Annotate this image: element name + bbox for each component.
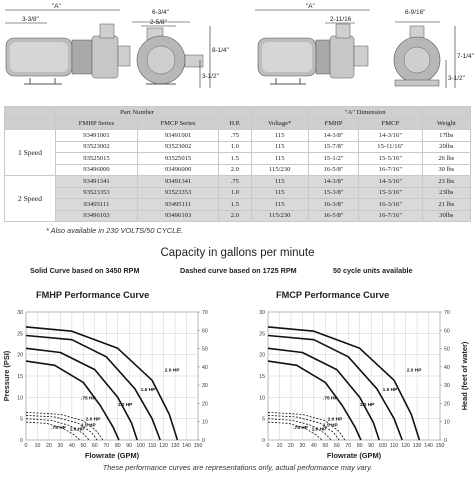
y-axis-label: Pressure (PSI) — [2, 350, 11, 402]
x-tick-label: 100 — [136, 443, 145, 449]
specs-table — [4, 106, 471, 222]
table-row — [5, 153, 471, 165]
cell: 15-5/16" — [359, 153, 422, 165]
header-a-dimension: "A" Dimension — [308, 107, 422, 119]
cell: 93523002 — [137, 141, 218, 153]
cell: 93496000 — [56, 164, 138, 176]
fmcp-dim-height: 7-1/4" — [457, 53, 474, 60]
fmhp-dim-height: 8-1/4" — [212, 47, 229, 54]
x-tick-label: 30 — [299, 443, 306, 449]
x-tick-label: 40 — [68, 443, 75, 449]
cell: 2.0 — [219, 210, 251, 222]
curve-label: 2.0 HP — [164, 368, 180, 374]
cell: 15-3/16" — [359, 187, 422, 199]
table-row — [5, 130, 471, 142]
y2-tick-label: 20 — [444, 401, 450, 408]
cell: 20lbs — [422, 141, 470, 153]
cell: 15-11/16" — [359, 141, 422, 153]
x-tick-label: 110 — [389, 443, 399, 449]
x-tick-label: 130 — [412, 443, 422, 449]
group-2-speed — [5, 176, 471, 222]
header-blank — [5, 107, 56, 119]
fmhp-performance-chart — [0, 300, 237, 462]
cell: 16-7/16" — [359, 210, 422, 222]
x-tick-label: 30 — [57, 443, 64, 449]
header-blank — [219, 107, 251, 119]
cell: 93523002 — [56, 141, 138, 153]
y-tick-label: 20 — [17, 352, 23, 359]
x-tick-label: 120 — [401, 443, 410, 449]
curve-label: 1.5 HP — [140, 387, 156, 393]
cell: 115 — [251, 176, 308, 188]
cell: 115/230 — [251, 210, 308, 222]
header-fmhp-series: FMHP Series — [56, 118, 138, 130]
header-blank — [422, 107, 470, 119]
cell: .75 — [219, 130, 251, 142]
fmhp-chart-title: FMHP Performance Curve — [36, 290, 150, 300]
y2-tick-label: 60 — [202, 328, 208, 335]
cell: 14-3/16" — [359, 130, 422, 142]
pump-drawings — [0, 0, 475, 100]
dashed-curve-note: Dashed curve based on 1725 RPM — [180, 266, 297, 275]
curve-label: .75 HP — [81, 396, 96, 402]
curve-label: 1.0 HP — [311, 427, 327, 433]
fmhp-dim-inner: 2-5/8" — [150, 19, 167, 26]
capacity-title: Capacity in gallons per minute — [160, 247, 315, 259]
cell: 16-3/16" — [359, 199, 422, 211]
x-tick-label: 120 — [159, 443, 168, 449]
fmcp-dim-a: "A" — [306, 3, 315, 10]
y2-tick-label: 10 — [202, 419, 208, 426]
fmcp-dim-right: 2-11/16 — [330, 16, 352, 23]
cell: 30 lbs — [422, 164, 470, 176]
y2-tick-label: 40 — [202, 364, 208, 371]
cell: 115 — [251, 153, 308, 165]
table-row — [5, 176, 471, 188]
curve-label: 1.0 HP — [359, 402, 375, 408]
cell: 115 — [251, 199, 308, 211]
cell: 15-3/8" — [308, 187, 358, 199]
cell: 93496103 — [137, 210, 218, 222]
cell: 30lbs — [422, 210, 470, 222]
x-tick-label: 50 — [80, 443, 87, 449]
cell: 93491001 — [137, 130, 218, 142]
cell: 93525015 — [137, 153, 218, 165]
fmcp-side-view-drawing — [394, 9, 474, 88]
x-tick-label: 70 — [103, 443, 110, 449]
curve-label: 1.0 HP — [117, 402, 133, 408]
y2-axis-label: Head (feet of water) — [460, 341, 469, 411]
y-tick-label: 15 — [17, 374, 23, 380]
cell: 93525015 — [56, 153, 138, 165]
header-blank — [5, 118, 56, 130]
cell: 15-7/8" — [308, 141, 358, 153]
cell: 23 lbs — [422, 176, 470, 188]
header-part-number: Part Number — [56, 107, 219, 119]
header-a-fmcp: FMCP — [359, 118, 422, 130]
table-header-row — [5, 118, 471, 130]
group-label: 2 Speed — [5, 176, 56, 222]
cell: 2.0 — [219, 164, 251, 176]
cell: 21 lbs — [422, 199, 470, 211]
cycle-note: 50 cycle units available — [333, 266, 413, 275]
curve-label: 1.0 HP — [69, 427, 85, 433]
cell: .75 — [219, 176, 251, 188]
y2-tick-label: 0 — [202, 438, 205, 444]
curve-label: 1.5 HP — [323, 423, 338, 429]
y2-tick-label: 30 — [202, 383, 208, 390]
solid-curve-note: Solid Curve based on 3450 RPM — [30, 266, 140, 275]
cell: 93491001 — [56, 130, 138, 142]
table-row — [5, 187, 471, 199]
curve-label: 1.5 HP — [81, 423, 96, 429]
header-voltage: Voltage* — [251, 118, 308, 130]
table-footnote: * Also available in 230 VOLTS/50 CYCLE. — [46, 226, 184, 235]
cell: 16-7/16" — [359, 164, 422, 176]
cell: 14-3/8" — [308, 130, 358, 142]
cell: 93491341 — [56, 176, 138, 188]
x-tick-label: 130 — [170, 443, 180, 449]
cell: 1.0 — [219, 141, 251, 153]
y2-tick-label: 0 — [444, 438, 447, 444]
cell: 23lbs — [422, 187, 470, 199]
y-tick-label: 25 — [17, 331, 23, 338]
y-tick-label: 0 — [20, 438, 23, 444]
x-tick-label: 70 — [345, 443, 352, 449]
fmhp-dim-top: 6-3/4" — [152, 9, 169, 16]
cell: 115 — [251, 187, 308, 199]
fmcp-dim-top: 6-9/16" — [405, 9, 426, 16]
bottom-disclaimer: These performance curves are representations only, actual performance may vary. — [102, 463, 373, 472]
y-tick-label: 25 — [259, 331, 265, 338]
cell: 93495111 — [56, 199, 138, 211]
table-row — [5, 199, 471, 211]
fmhp-dim-a: "A" — [52, 3, 61, 10]
x-tick-label: 20 — [46, 443, 52, 449]
y-tick-label: 5 — [262, 416, 265, 423]
y2-tick-label: 30 — [444, 383, 450, 390]
x-tick-label: 80 — [356, 443, 363, 449]
table-header-top-row — [5, 107, 471, 119]
fmhp-dim-left: 3-3/8" — [22, 16, 39, 23]
x-tick-label: 90 — [126, 443, 133, 449]
fmhp-dim-bottom: 3-1/2" — [202, 73, 219, 80]
x-tick-label: 60 — [91, 443, 98, 449]
y2-tick-label: 70 — [202, 310, 208, 316]
group-1-speed — [5, 130, 471, 176]
y-tick-label: 0 — [262, 438, 265, 444]
cell: 14-3/16" — [359, 176, 422, 188]
cell: 16-5/8" — [308, 210, 358, 222]
header-a-fmhp: FMHP — [308, 118, 358, 130]
x-tick-label: 150 — [193, 443, 203, 449]
y2-tick-label: 50 — [444, 346, 450, 353]
y2-tick-label: 60 — [444, 328, 450, 335]
group-label: 1 Speed — [5, 130, 56, 176]
y2-tick-label: 70 — [444, 310, 450, 316]
cell: 26 lbs — [422, 153, 470, 165]
y-tick-label: 30 — [259, 310, 265, 316]
header-hp: H.P. — [219, 118, 251, 130]
y-tick-label: 20 — [259, 352, 265, 359]
y-tick-label: 30 — [17, 310, 23, 316]
fmcp-performance-chart — [238, 300, 475, 462]
x-tick-label: 90 — [368, 443, 375, 449]
curve-label: 2.0 HP — [85, 417, 101, 423]
x-tick-label: 110 — [147, 443, 157, 449]
cell: 17lbs — [422, 130, 470, 142]
cell: 1.5 — [219, 199, 251, 211]
fmhp-side-view-drawing — [132, 9, 229, 88]
curve-label: .75 HP — [293, 425, 308, 431]
y2-tick-label: 10 — [444, 419, 450, 426]
cell: 1.0 — [219, 187, 251, 199]
fmcp-chart-title: FMCP Performance Curve — [276, 290, 390, 300]
y-tick-label: 10 — [259, 395, 265, 402]
cell: 14-3/8" — [308, 176, 358, 188]
x-tick-label: 100 — [378, 443, 387, 449]
y-tick-label: 10 — [17, 395, 23, 402]
y2-tick-label: 50 — [202, 346, 208, 353]
cell: 115 — [251, 130, 308, 142]
cell: 93495111 — [137, 199, 218, 211]
curve-label: 2.0 HP — [327, 417, 343, 423]
fmcp-dim-bottom: 3-1/2" — [448, 75, 465, 82]
header-fmcp-series: FMCP Series — [137, 118, 218, 130]
fmhp-top-view-drawing — [5, 3, 130, 84]
y2-tick-label: 40 — [444, 364, 450, 371]
y-tick-label: 5 — [20, 416, 23, 423]
x-tick-label: 0 — [24, 443, 28, 449]
x-tick-label: 10 — [276, 443, 283, 449]
x-tick-label: 50 — [322, 443, 329, 449]
header-blank — [251, 107, 308, 119]
cell: 15-1/2" — [308, 153, 358, 165]
table-row — [5, 141, 471, 153]
table-row — [5, 210, 471, 222]
x-tick-label: 20 — [288, 443, 294, 449]
cell: 16-5/8" — [308, 164, 358, 176]
cell: 93523353 — [137, 187, 218, 199]
fmcp-top-view-drawing — [255, 3, 370, 84]
y2-tick-label: 20 — [202, 401, 208, 408]
y-tick-label: 15 — [259, 374, 265, 380]
curve-label: 1.5 HP — [382, 387, 398, 393]
cell: 1.5 — [219, 153, 251, 165]
cell: 93496103 — [56, 210, 138, 222]
cell: 93523353 — [56, 187, 138, 199]
x-tick-label: 60 — [333, 443, 340, 449]
header-weight: Weight — [422, 118, 470, 130]
cell: 115/230 — [251, 164, 308, 176]
cell: 93491341 — [137, 176, 218, 188]
x-tick-label: 140 — [424, 443, 433, 449]
cell: 16-3/8" — [308, 199, 358, 211]
x-tick-label: 150 — [435, 443, 445, 449]
x-axis-label: Flowrate (GPM) — [326, 451, 382, 460]
curve-label: 2.0 HP — [406, 368, 422, 374]
table-row — [5, 164, 471, 176]
x-tick-label: 10 — [34, 443, 41, 449]
cell: 115 — [251, 141, 308, 153]
cell: 93496000 — [137, 164, 218, 176]
x-tick-label: 140 — [182, 443, 191, 449]
curve-label: .75 HP — [323, 396, 338, 402]
x-tick-label: 80 — [114, 443, 121, 449]
x-tick-label: 0 — [266, 443, 270, 449]
curve-label: .75 HP — [51, 425, 66, 431]
x-axis-label: Flowrate (GPM) — [84, 451, 140, 460]
x-tick-label: 40 — [310, 443, 317, 449]
